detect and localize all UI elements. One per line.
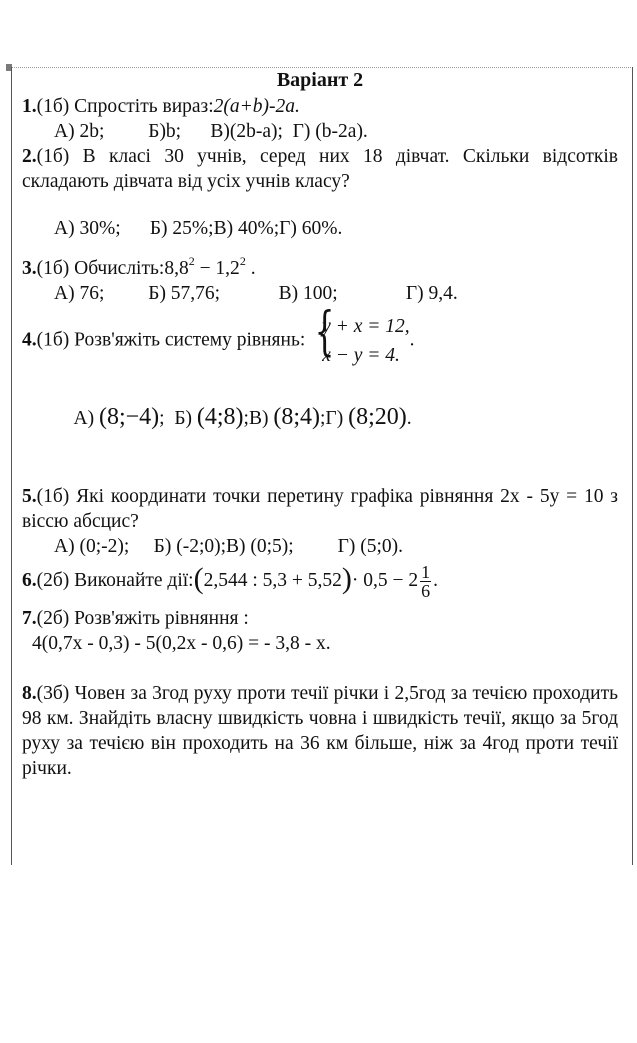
option-value: (8;−4) <box>98 404 160 430</box>
question-points: (1б) <box>36 96 70 117</box>
expression-minus: − 1,2 <box>194 258 240 279</box>
option-separator: . <box>406 408 412 429</box>
question-3 <box>22 249 618 281</box>
option-label: В) <box>248 408 269 429</box>
question-5 <box>22 484 618 534</box>
question-points: (1б) <box>36 329 70 351</box>
question-points: (2б) <box>36 608 70 629</box>
question-text: Розв'яжіть систему рівнянь: <box>74 329 306 351</box>
question-number: 4. <box>22 329 37 351</box>
option-separator: ; <box>320 408 326 429</box>
question-4 <box>22 302 618 374</box>
answer-options-3: А) 76; Б) 57,76; В) 100; Г) 9,4. <box>54 283 458 304</box>
expression-tail: · 0,5 − 2 <box>351 569 419 591</box>
option-value: (4;8) <box>196 404 244 430</box>
expression: 2,544 : 5,3 + 5,52 <box>203 569 342 591</box>
question-points: (3б) <box>36 683 70 704</box>
option-separator: ; <box>159 408 165 429</box>
exponent: 2 <box>239 254 246 268</box>
expression-base: 8,8 <box>164 258 189 279</box>
fraction <box>420 563 431 600</box>
option-label: А) <box>73 408 95 429</box>
option-value: (8;20) <box>348 404 407 430</box>
expression: 2(a+b)-2a. <box>213 96 300 117</box>
equation-system <box>310 302 410 370</box>
exponent: 2 <box>188 254 195 268</box>
question-7 <box>22 606 618 631</box>
question-text: Виконайте дії: <box>74 569 194 591</box>
system-equation-1: y + x = 12, <box>322 316 410 337</box>
expression-end: . <box>245 258 256 279</box>
option-label: Г) <box>325 408 344 429</box>
option-label: Б) <box>174 408 193 429</box>
answer-options-2: А) 30%; Б) 25%;В) 40%;Г) 60%. <box>54 218 343 239</box>
equation: 4(0,7x - 0,3) - 5(0,2x - 0,6) = - 3,8 - x. <box>32 633 331 654</box>
question-number: 8. <box>22 683 37 704</box>
question-6 <box>22 563 618 600</box>
question-text: Спростіть вираз: <box>74 96 214 117</box>
question-number: 6. <box>22 569 37 591</box>
worksheet <box>22 68 618 781</box>
question-points: (1б) <box>36 146 70 167</box>
open-paren: ( <box>193 561 204 595</box>
question-number: 3. <box>22 258 37 279</box>
answer-options-4 <box>22 380 618 456</box>
question-text: Обчисліть: <box>74 258 165 279</box>
fraction-denominator: 6 <box>421 581 431 601</box>
answer-options-1: А) 2b; Б)b; В)(2b-a); Г) (b-2a). <box>54 121 368 142</box>
option-separator: ; <box>243 408 249 429</box>
question-points: (1б) <box>36 486 70 507</box>
option-value: (8;4) <box>273 404 320 430</box>
question-number: 2. <box>22 146 37 167</box>
brace-glyph: { <box>314 302 335 362</box>
expression-end: . <box>409 329 415 351</box>
question-1 <box>22 94 618 119</box>
question-text: Човен за 3год руху проти течії річки і 2,5год за течією проходить 98 км. Знайдіть власну швидкість човна і швидкість течії, якщо за 5год руху за течією він проходить на 36 км більше, ніж за 4год проти течії річки. <box>22 683 619 779</box>
question-points: (1б) <box>36 258 70 279</box>
question-2 <box>22 144 618 194</box>
question-text: Які координати точки перетину графіка рівняння 2x - 5y = 10 з віссю абсцис? <box>22 486 619 532</box>
question-text: В класі 30 учнів, серед них 18 дівчат. Скільки відсотків складають дівчата від усіх учнів класу? <box>22 146 618 192</box>
close-paren: ) <box>341 561 352 595</box>
fraction-numerator: 1 <box>421 562 431 582</box>
question-number: 7. <box>22 608 37 629</box>
question-number: 1. <box>22 96 37 117</box>
system-equation-2: x − y = 4. <box>322 345 400 366</box>
question-8 <box>22 681 618 781</box>
answer-options-5: А) (0;-2); Б) (-2;0);В) (0;5); Г) (5;0). <box>54 536 404 557</box>
page-title: Варіант 2 <box>276 69 364 91</box>
question-text: Розв'яжіть рівняння : <box>74 608 249 629</box>
expression-end: . <box>433 569 439 591</box>
question-points: (2б) <box>36 569 70 591</box>
question-number: 5. <box>22 486 37 507</box>
